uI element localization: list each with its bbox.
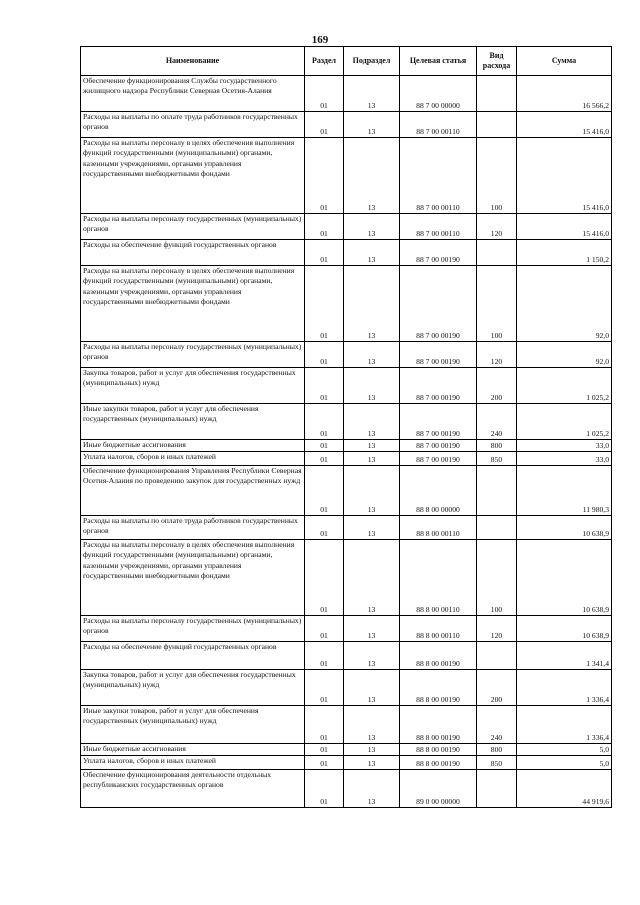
cell-statya: 88 7 00 00000 — [400, 76, 477, 112]
cell-razdel: 01 — [305, 342, 344, 368]
cell-vid: 240 — [477, 404, 517, 440]
table-row — [81, 616, 612, 642]
table-row — [81, 76, 612, 112]
column-header-podrazdel: Подраздел — [344, 47, 400, 76]
cell-vid — [477, 240, 517, 266]
cell-statya: 88 8 00 00110 — [400, 540, 477, 616]
cell-name: Расходы на выплаты по оплате труда работников государственных органов — [81, 112, 305, 138]
table-row — [81, 770, 612, 808]
cell-razdel: 01 — [305, 266, 344, 342]
page-number: 169 — [311, 34, 329, 46]
table-row — [81, 342, 612, 368]
cell-statya: 88 7 00 00190 — [400, 266, 477, 342]
cell-podrazdel: 13 — [344, 112, 400, 138]
cell-razdel: 01 — [305, 744, 344, 756]
cell-razdel: 01 — [305, 452, 344, 466]
cell-vid — [477, 466, 517, 516]
cell-podrazdel: 13 — [344, 744, 400, 756]
cell-vid: 100 — [477, 266, 517, 342]
cell-statya: 88 7 00 00190 — [400, 404, 477, 440]
cell-razdel: 01 — [305, 706, 344, 744]
cell-razdel: 01 — [305, 112, 344, 138]
cell-razdel: 01 — [305, 756, 344, 770]
cell-podrazdel: 13 — [344, 138, 400, 214]
cell-razdel: 01 — [305, 440, 344, 452]
cell-podrazdel: 13 — [344, 670, 400, 706]
cell-vid: 800 — [477, 744, 517, 756]
table-row — [81, 466, 612, 516]
cell-statya: 88 7 00 00190 — [400, 452, 477, 466]
cell-vid — [477, 112, 517, 138]
cell-name: Расходы на выплаты персоналу в целях обеспечения выполнения функций государственными (муниципальными) органами, казенными учреждениями, органами управления государственными внебюджетными фондами — [81, 266, 305, 342]
cell-razdel: 01 — [305, 466, 344, 516]
cell-razdel: 01 — [305, 368, 344, 404]
cell-podrazdel: 13 — [344, 452, 400, 466]
cell-vid: 240 — [477, 706, 517, 744]
cell-razdel: 01 — [305, 616, 344, 642]
cell-statya: 89 0 00 00000 — [400, 770, 477, 808]
table-header-row — [81, 47, 612, 76]
cell-name: Иные закупки товаров, работ и услуг для обеспечения государственных (муниципальных) нужд — [81, 706, 305, 744]
cell-razdel: 01 — [305, 404, 344, 440]
cell-podrazdel: 13 — [344, 770, 400, 808]
column-header-razdel: Раздел — [305, 47, 344, 76]
column-header-summa: Сумма — [517, 47, 612, 76]
cell-name: Закупка товаров, работ и услуг для обеспечения государственных (муниципальных) нужд — [81, 368, 305, 404]
cell-summa: 10 638,9 — [517, 616, 612, 642]
cell-podrazdel: 13 — [344, 616, 400, 642]
table-row — [81, 516, 612, 540]
budget-table — [80, 46, 612, 808]
cell-name: Расходы на выплаты персоналу в целях обеспечения выполнения функций государственными (муниципальными) органами, казенными учреждениями, органами управления государственными внебюджетными фондами — [81, 540, 305, 616]
cell-podrazdel: 13 — [344, 440, 400, 452]
cell-name: Обеспечение функционирования деятельности отдельных республиканских государственных органов — [81, 770, 305, 808]
cell-name: Иные бюджетные ассигнования — [81, 440, 305, 452]
cell-summa: 10 638,9 — [517, 540, 612, 616]
cell-statya: 88 8 00 00190 — [400, 756, 477, 770]
cell-vid — [477, 642, 517, 670]
cell-statya: 88 7 00 00190 — [400, 240, 477, 266]
table-row — [81, 452, 612, 466]
cell-name: Расходы на выплаты персоналу государственных (муниципальных) органов — [81, 342, 305, 368]
cell-vid — [477, 516, 517, 540]
cell-name: Иные закупки товаров, работ и услуг для обеспечения государственных (муниципальных) нужд — [81, 404, 305, 440]
cell-summa: 1 150,2 — [517, 240, 612, 266]
cell-statya: 88 7 00 00190 — [400, 368, 477, 404]
cell-statya: 88 8 00 00190 — [400, 670, 477, 706]
table-row — [81, 642, 612, 670]
cell-podrazdel: 13 — [344, 214, 400, 240]
cell-statya: 88 7 00 00190 — [400, 440, 477, 452]
column-header-vid: Вид расхода — [477, 47, 517, 76]
cell-summa: 15 416,0 — [517, 112, 612, 138]
cell-name: Расходы на выплаты персоналу государственных (муниципальных) органов — [81, 214, 305, 240]
column-header-statya: Целевая статья — [400, 47, 477, 76]
cell-razdel: 01 — [305, 138, 344, 214]
cell-podrazdel: 13 — [344, 642, 400, 670]
cell-statya: 88 7 00 00110 — [400, 112, 477, 138]
cell-name: Расходы на выплаты персоналу государственных (муниципальных) органов — [81, 616, 305, 642]
cell-statya: 88 8 00 00110 — [400, 616, 477, 642]
cell-summa: 11 980,3 — [517, 466, 612, 516]
cell-podrazdel: 13 — [344, 342, 400, 368]
column-header-name: Наименование — [81, 47, 305, 76]
cell-podrazdel: 13 — [344, 368, 400, 404]
cell-podrazdel: 13 — [344, 540, 400, 616]
cell-statya: 88 8 00 00000 — [400, 466, 477, 516]
cell-statya: 88 7 00 00110 — [400, 138, 477, 214]
cell-statya: 88 8 00 00190 — [400, 706, 477, 744]
table-row — [81, 706, 612, 744]
cell-vid — [477, 76, 517, 112]
cell-vid: 120 — [477, 214, 517, 240]
cell-razdel: 01 — [305, 516, 344, 540]
cell-summa: 33,0 — [517, 452, 612, 466]
cell-summa: 44 919,6 — [517, 770, 612, 808]
cell-summa: 1 336,4 — [517, 670, 612, 706]
cell-summa: 1 336,4 — [517, 706, 612, 744]
cell-podrazdel: 13 — [344, 706, 400, 744]
cell-name: Закупка товаров, работ и услуг для обеспечения государственных (муниципальных) нужд — [81, 670, 305, 706]
cell-podrazdel: 13 — [344, 466, 400, 516]
cell-vid: 100 — [477, 138, 517, 214]
cell-vid: 850 — [477, 452, 517, 466]
cell-razdel: 01 — [305, 540, 344, 616]
cell-summa: 5,0 — [517, 756, 612, 770]
cell-statya: 88 7 00 00110 — [400, 214, 477, 240]
table-row — [81, 138, 612, 214]
table-row — [81, 214, 612, 240]
table-row — [81, 240, 612, 266]
cell-vid: 850 — [477, 756, 517, 770]
cell-name: Расходы на обеспечение функций государственных органов — [81, 642, 305, 670]
cell-name: Расходы на обеспечение функций государственных органов — [81, 240, 305, 266]
cell-vid — [477, 770, 517, 808]
table-row — [81, 368, 612, 404]
cell-vid: 120 — [477, 616, 517, 642]
cell-razdel: 01 — [305, 240, 344, 266]
cell-summa: 15 416,0 — [517, 138, 612, 214]
cell-razdel: 01 — [305, 770, 344, 808]
table-row — [81, 404, 612, 440]
cell-name: Иные бюджетные ассигнования — [81, 744, 305, 756]
cell-summa: 15 416,0 — [517, 214, 612, 240]
table-row — [81, 540, 612, 616]
cell-name: Уплата налогов, сборов и иных платежей — [81, 756, 305, 770]
table-row — [81, 670, 612, 706]
cell-razdel: 01 — [305, 642, 344, 670]
cell-podrazdel: 13 — [344, 266, 400, 342]
cell-statya: 88 7 00 00190 — [400, 342, 477, 368]
cell-summa: 16 566,2 — [517, 76, 612, 112]
cell-podrazdel: 13 — [344, 756, 400, 770]
table-row — [81, 756, 612, 770]
table-row — [81, 112, 612, 138]
cell-razdel: 01 — [305, 76, 344, 112]
cell-vid: 100 — [477, 540, 517, 616]
table-row — [81, 744, 612, 756]
cell-summa: 10 638,9 — [517, 516, 612, 540]
cell-name: Обеспечение функционирования Управления Республики Северная Осетия-Алания по проведению закупок для государственных нужд — [81, 466, 305, 516]
cell-vid: 120 — [477, 342, 517, 368]
cell-summa: 1 341,4 — [517, 642, 612, 670]
cell-summa: 1 025,2 — [517, 368, 612, 404]
cell-summa: 33,0 — [517, 440, 612, 452]
cell-summa: 5,0 — [517, 744, 612, 756]
cell-summa: 92,0 — [517, 266, 612, 342]
table-row — [81, 266, 612, 342]
cell-razdel: 01 — [305, 670, 344, 706]
cell-podrazdel: 13 — [344, 516, 400, 540]
cell-podrazdel: 13 — [344, 240, 400, 266]
cell-vid: 200 — [477, 368, 517, 404]
cell-podrazdel: 13 — [344, 404, 400, 440]
cell-vid: 200 — [477, 670, 517, 706]
cell-podrazdel: 13 — [344, 76, 400, 112]
cell-statya: 88 8 00 00190 — [400, 744, 477, 756]
cell-summa: 92,0 — [517, 342, 612, 368]
cell-vid: 800 — [477, 440, 517, 452]
table-row — [81, 440, 612, 452]
cell-name: Обеспечение функционирования Службы государственного жилищного надзора Республики Северная Осетия-Алания — [81, 76, 305, 112]
cell-statya: 88 8 00 00110 — [400, 516, 477, 540]
cell-name: Расходы на выплаты по оплате труда работников государственных органов — [81, 516, 305, 540]
cell-summa: 1 025,2 — [517, 404, 612, 440]
cell-statya: 88 8 00 00190 — [400, 642, 477, 670]
cell-name: Уплата налогов, сборов и иных платежей — [81, 452, 305, 466]
cell-name: Расходы на выплаты персоналу в целях обеспечения выполнения функций государственными (муниципальными) органами, казенными учреждениями, органами управления государственными внебюджетными фондами — [81, 138, 305, 214]
cell-razdel: 01 — [305, 214, 344, 240]
